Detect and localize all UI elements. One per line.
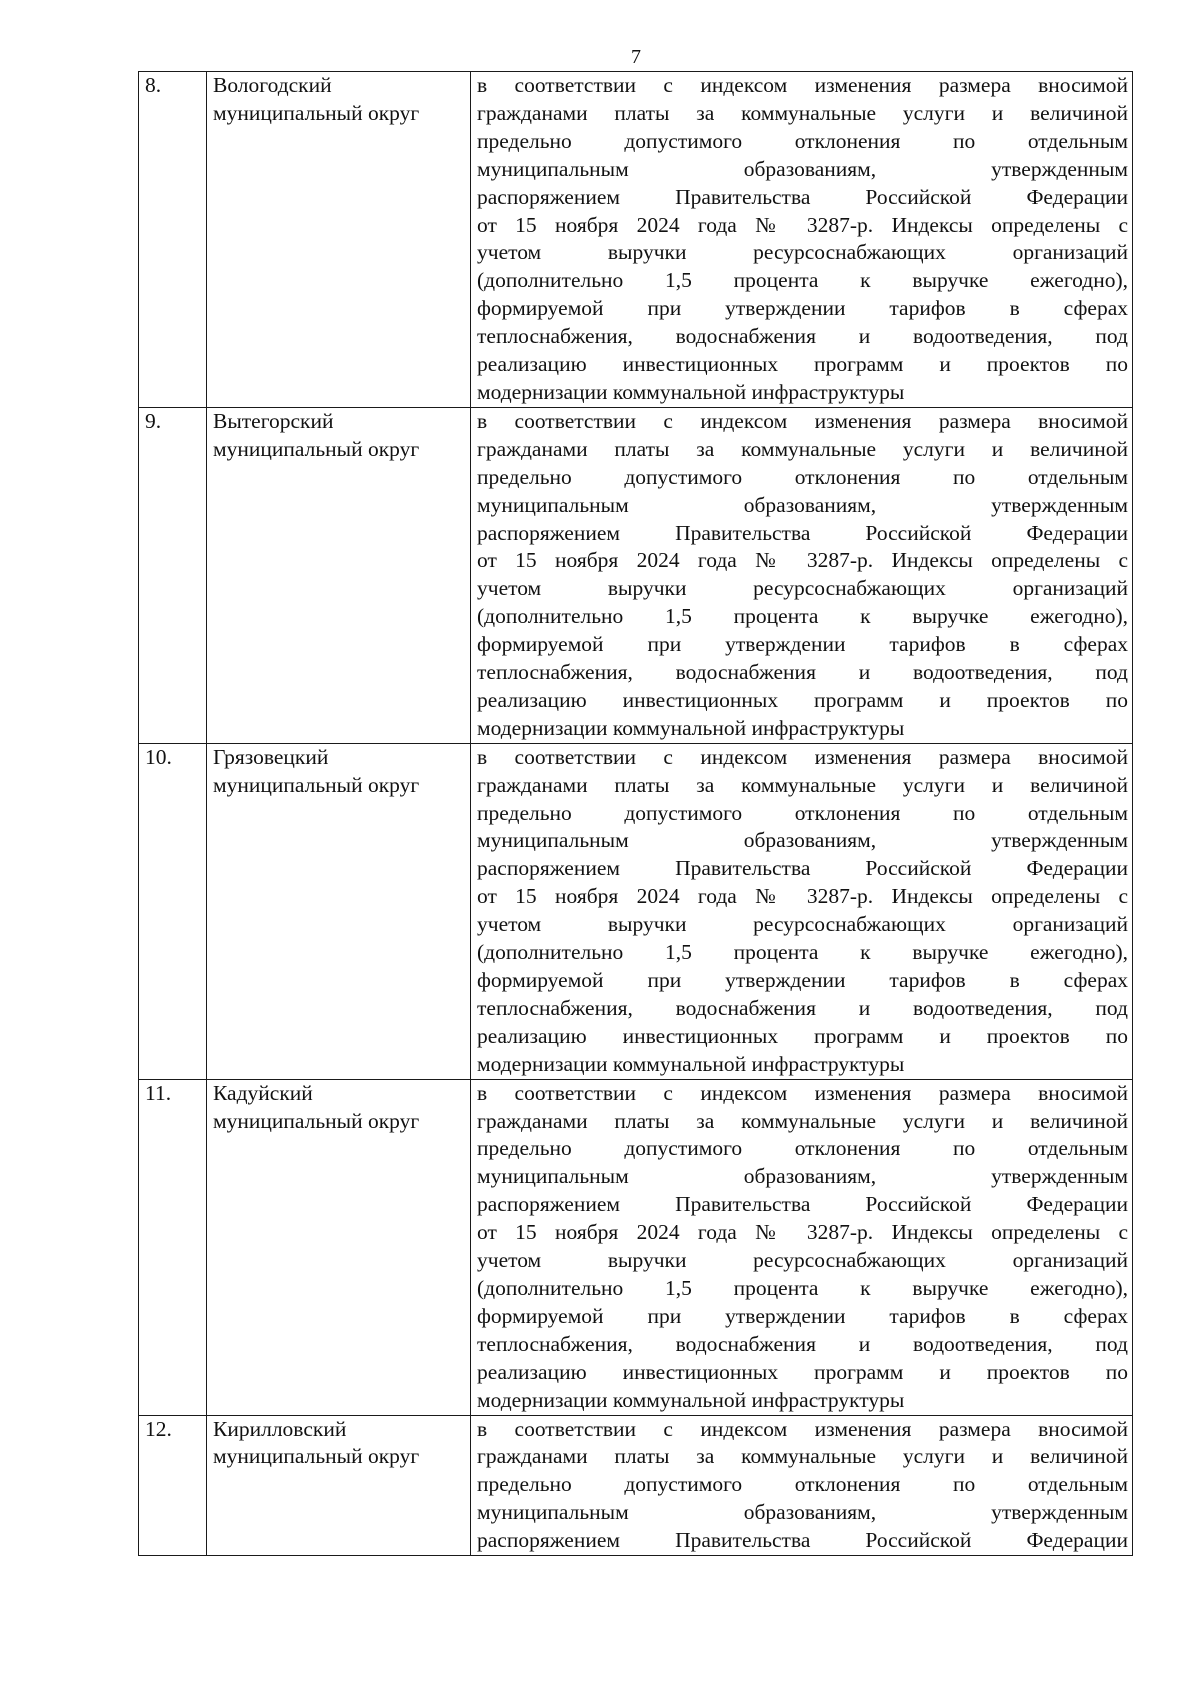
description-line: гражданами платы за коммунальные услуги и величиной (477, 436, 1128, 461)
municipality-name-line: муниципальный округ (213, 772, 420, 797)
row-number: 8. (139, 72, 207, 408)
description-line: предельно допустимого отклонения по отдельным (477, 1472, 1128, 1497)
municipality-name-line: муниципальный округ (213, 100, 420, 125)
municipality-name-line: Вологодский (213, 73, 332, 97)
description-line: теплоснабжения, водоснабжения и водоотведения, под (477, 324, 1128, 349)
description-line: муниципальным образованиям, утвержденным (477, 156, 1128, 181)
description-line: (дополнительно 1,5 процента к выручке ежегодно), (477, 604, 1128, 629)
municipality-name (207, 407, 471, 743)
municipality-name (207, 743, 471, 1079)
description-line: формируемой при утверждении тарифов в сферах (477, 632, 1128, 657)
description-line: от 15 ноября 2024 года № 3287-р. Индексы определены с (477, 884, 1128, 909)
description-line: от 15 ноября 2024 года № 3287-р. Индексы определены с (477, 212, 1128, 237)
description-line: реализацию инвестиционных программ и проектов по (477, 687, 1128, 712)
description-line: предельно допустимого отклонения по отдельным (477, 800, 1128, 825)
description-line: теплоснабжения, водоснабжения и водоотведения, под (477, 1331, 1128, 1356)
description-line: учетом выручки ресурсоснабжающих организаций (477, 1248, 1128, 1273)
municipality-name (207, 1415, 471, 1556)
description-line: формируемой при утверждении тарифов в сферах (477, 1303, 1128, 1328)
description-line: распоряжением Правительства Российской Федерации (477, 520, 1128, 545)
description-line: распоряжением Правительства Российской Федерации (477, 184, 1128, 209)
row-number: 12. (139, 1415, 207, 1556)
page-number: 7 (631, 46, 641, 68)
table-row (139, 743, 1133, 1079)
description-line: в соответствии с индексом изменения размера вносимой (477, 408, 1128, 433)
description-line: реализацию инвестиционных программ и проектов по (477, 1023, 1128, 1048)
indexation-description (471, 1415, 1133, 1556)
row-number: 11. (139, 1079, 207, 1415)
description-line: распоряжением Правительства Российской Федерации (477, 1192, 1128, 1217)
municipality-name-line: Кирилловский (213, 1416, 347, 1441)
municipality-name-line: Кадуйский (213, 1080, 313, 1105)
indexation-description (471, 407, 1133, 743)
description-line: учетом выручки ресурсоснабжающих организаций (477, 240, 1128, 265)
description-line: в соответствии с индексом изменения размера вносимой (477, 744, 1128, 769)
description-line: гражданами платы за коммунальные услуги и величиной (477, 100, 1128, 125)
description-line: предельно допустимого отклонения по отдельным (477, 128, 1128, 153)
description-line: муниципальным образованиям, утвержденным (477, 1500, 1128, 1525)
description-line: гражданами платы за коммунальные услуги и величиной (477, 772, 1128, 797)
table-row (139, 407, 1133, 743)
row-number: 9. (139, 407, 207, 743)
municipal-tariff-table (138, 71, 1133, 1556)
description-line: в соответствии с индексом изменения размера вносимой (477, 1416, 1128, 1441)
description-line: муниципальным образованиям, утвержденным (477, 1164, 1128, 1189)
description-line: учетом выручки ресурсоснабжающих организаций (477, 912, 1128, 937)
table-body (139, 72, 1133, 1556)
municipality-name-line: муниципальный округ (213, 1444, 420, 1469)
description-line: предельно допустимого отклонения по отдельным (477, 1136, 1128, 1161)
municipality-name (207, 72, 471, 408)
indexation-description (471, 1079, 1133, 1415)
description-line: (дополнительно 1,5 процента к выручке ежегодно), (477, 268, 1128, 293)
indexation-description (471, 72, 1133, 408)
description-line: гражданами платы за коммунальные услуги и величиной (477, 1444, 1128, 1469)
municipality-name-line: Грязовецкий (213, 744, 329, 769)
description-line: муниципальным образованиям, утвержденным (477, 828, 1128, 853)
description-line: учетом выручки ресурсоснабжающих организаций (477, 576, 1128, 601)
table-row (139, 1415, 1133, 1556)
description-line: в соответствии с индексом изменения размера вносимой (477, 1080, 1128, 1105)
description-line: теплоснабжения, водоснабжения и водоотведения, под (477, 660, 1128, 685)
description-line: формируемой при утверждении тарифов в сферах (477, 296, 1128, 321)
indexation-description (471, 743, 1133, 1079)
description-line: реализацию инвестиционных программ и проектов по (477, 352, 1128, 377)
description-line: реализацию инвестиционных программ и проектов по (477, 1359, 1128, 1384)
municipality-name (207, 1079, 471, 1415)
description-line: в соответствии с индексом изменения размера вносимой (477, 73, 1128, 97)
description-line: от 15 ноября 2024 года № 3287-р. Индексы определены с (477, 548, 1128, 573)
description-line: формируемой при утверждении тарифов в сферах (477, 968, 1128, 992)
municipality-name-line: муниципальный округ (213, 436, 420, 461)
description-line: муниципальным образованиям, утвержденным (477, 492, 1128, 517)
description-line: модернизации коммунальной инфраструктуры (477, 1387, 905, 1412)
description-line: (дополнительно 1,5 процента к выручке ежегодно), (477, 940, 1128, 965)
description-line: модернизации коммунальной инфраструктуры (477, 715, 905, 740)
description-line: модернизации коммунальной инфраструктуры (477, 1051, 905, 1076)
description-line: гражданами платы за коммунальные услуги и величиной (477, 1108, 1128, 1133)
description-line: теплоснабжения, водоснабжения и водоотведения, под (477, 995, 1128, 1020)
description-line: от 15 ноября 2024 года № 3287-р. Индексы определены с (477, 1220, 1128, 1245)
municipality-name-line: муниципальный округ (213, 1108, 420, 1133)
description-line: модернизации коммунальной инфраструктуры (477, 379, 905, 404)
row-number: 10. (139, 743, 207, 1079)
description-line: (дополнительно 1,5 процента к выручке ежегодно), (477, 1275, 1128, 1300)
description-line: распоряжением Правительства Российской Федерации (477, 856, 1128, 881)
table-row (139, 72, 1133, 408)
description-line: предельно допустимого отклонения по отдельным (477, 464, 1128, 489)
description-line: распоряжением Правительства Российской Федерации (477, 1528, 1128, 1553)
table-row (139, 1079, 1133, 1415)
municipality-name-line: Вытегорский (213, 408, 334, 433)
